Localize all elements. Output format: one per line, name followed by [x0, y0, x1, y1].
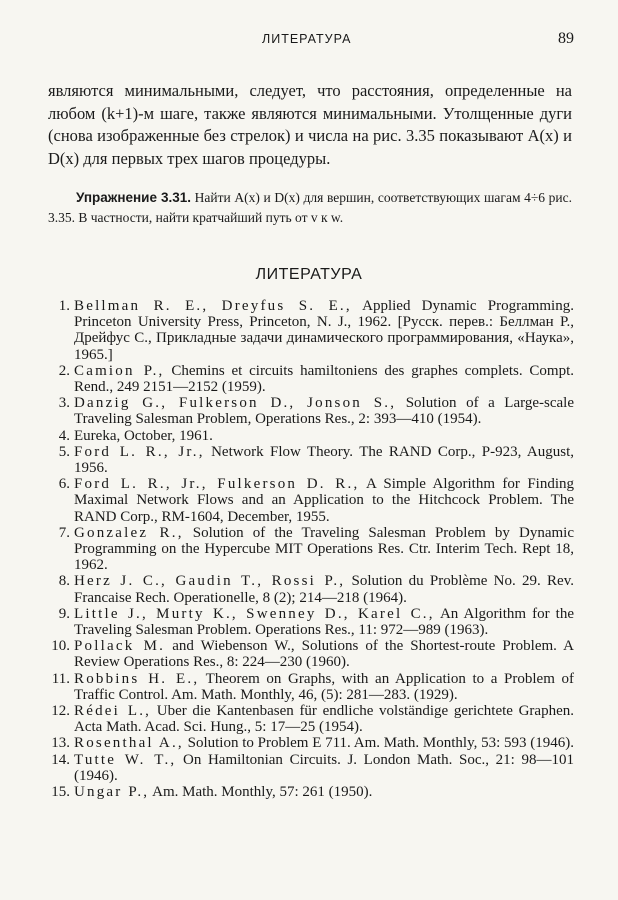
reference-author: Bellman R. E., Dreyfus S. E.,: [74, 298, 352, 314]
reference-text: Chemins et circuits hamiltoniens des graphes complets. Compt. Rend., 249 2151—2152 (1959).: [74, 362, 574, 396]
body-paragraph-block: [48, 80, 572, 170]
reference-item: [46, 606, 574, 638]
reference-number: 7.: [58, 524, 70, 541]
reference-text: Solution of the Traveling Salesman Problem by Dynamic Programming on the Hypercube MIT Operations Res. Ctr. Interim Tech. Rept 18, 1962.: [74, 524, 574, 574]
reference-text: An Algorithm for the Traveling Salesman Problem. Operations Res., 11: 972—989 (1963).: [74, 605, 574, 639]
section-heading: ЛИТЕРАТУРА: [255, 266, 363, 283]
reference-item: [46, 428, 574, 444]
reference-author: Camion P.,: [74, 362, 165, 379]
reference-text: Theorem on Graphs, with an Application to a Problem of Traffic Control. Am. Math. Monthly, 46, (5): 281—283. (1929).: [74, 670, 574, 703]
exercise-block: [48, 188, 572, 227]
reference-number: 6.: [58, 476, 70, 493]
reference-author: Gonzalez R.,: [74, 524, 184, 541]
page-number: 89: [558, 30, 574, 47]
reference-author: Danzig G., Fulkerson D., Jonson S.,: [74, 395, 397, 412]
reference-number: 11.: [51, 670, 70, 687]
reference-author: Little J., Murty K., Swenney D., Karel C.,: [74, 605, 435, 622]
reference-author: Rédei L.,: [74, 703, 152, 720]
reference-number: 15.: [51, 784, 70, 801]
reference-text: Eureka, October, 1961.: [74, 427, 213, 444]
reference-item: [46, 476, 574, 525]
reference-number: 2.: [58, 362, 70, 379]
reference-author: Tutte W. T.,: [74, 751, 177, 768]
reference-text: Applied Dynamic Programming. Princeton University Press, Princeton, N. J., 1962. [Русск. перев.: Беллман Р., Дрейфус С., Прикладные задачи динамического программирования, «Наука», 1965.]: [74, 298, 574, 363]
reference-text: Solution du Problème No. 29. Rev. Francaise Rech. Operationelle, 8 (2); 214—218 (1964).: [74, 573, 574, 606]
exercise-label: Упражнение 3.31.: [76, 190, 192, 205]
reference-number: 9.: [58, 605, 70, 622]
reference-number: 4.: [58, 427, 70, 444]
reference-number: 3.: [58, 395, 70, 412]
reference-author: Herz J. C., Gaudin T., Rossi P.,: [74, 573, 346, 590]
reference-author: Pollack M.: [74, 638, 166, 655]
reference-item: [46, 363, 574, 395]
reference-item: [46, 573, 574, 605]
reference-item: [46, 525, 574, 574]
exercise-text: Найти A(x) и D(x) для вершин, соответствующих шагам 4÷6 рис. 3.35. В частности, найти кратчайший путь от v к w.: [48, 190, 573, 225]
reference-number: 1.: [58, 298, 70, 314]
reference-number: 13.: [51, 735, 70, 752]
reference-text: Am. Math. Monthly, 57: 261 (1950).: [149, 784, 373, 801]
reference-text: Network Flow Theory. The RAND Corp., P-923, August, 1956.: [74, 443, 574, 477]
reference-item: [46, 671, 574, 703]
page-header: [0, 30, 618, 50]
reference-author: Ford L. R., Jr.,: [74, 443, 205, 460]
reference-list: [46, 298, 574, 800]
reference-number: 14.: [51, 751, 70, 768]
reference-item: [46, 298, 574, 363]
reference-number: 12.: [51, 703, 70, 720]
reference-author: Robbins H. E.,: [74, 670, 200, 687]
reference-number: 10.: [51, 638, 70, 655]
reference-author: Ford L. R., Jr., Fulkerson D. R.,: [74, 476, 360, 493]
reference-text: A Simple Algorithm for Finding Maximal Network Flows and an Application to the Hitchcock Problem. The RAND Corp., RM-1604, December, 1955.: [74, 476, 574, 525]
reference-text: Solution of a Large-scale Traveling Salesman Problem, Operations Res., 2: 393—410 (1954).: [74, 395, 574, 428]
reference-item: [46, 444, 574, 476]
running-title: ЛИТЕРАТУРА: [262, 32, 352, 46]
body-paragraph: являются минимальными, следует, что расстояния, определенные на любом (k+1)-м шаге, также являются минимальными. Утолщенные дуги (снова изображенные без стрелок) и числа на рис. 3.35 показывают A(x) и D(x) для первых трех шагов процедуры.: [48, 81, 572, 168]
reference-author: Ungar P.,: [74, 784, 150, 801]
reference-text: Solution to Problem E 711. Am. Math. Monthly, 53: 593 (1946).: [183, 735, 574, 752]
reference-text: and Wiebenson W., Solutions of the Shortest-route Problem. A Review Operations Res., 8: 224—230 (1960).: [74, 638, 574, 671]
reference-item: [46, 638, 574, 670]
reference-number: 5.: [58, 443, 70, 460]
reference-text: On Hamiltonian Circuits. J. London Math. Soc., 21: 98—101 (1946).: [74, 751, 574, 784]
reference-item: [46, 395, 574, 427]
reference-item: [46, 735, 574, 751]
reference-number: 8.: [58, 573, 70, 590]
reference-text: Uber die Kantenbasen für endliche volständige gerichtete Graphen. Acta Math. Acad. Sci. Hung., 5: 17—25 (1954).: [74, 703, 574, 736]
reference-item: [46, 752, 574, 784]
reference-item: [46, 784, 574, 800]
reference-item: [46, 703, 574, 735]
reference-author: Rosenthal A.,: [74, 735, 184, 752]
